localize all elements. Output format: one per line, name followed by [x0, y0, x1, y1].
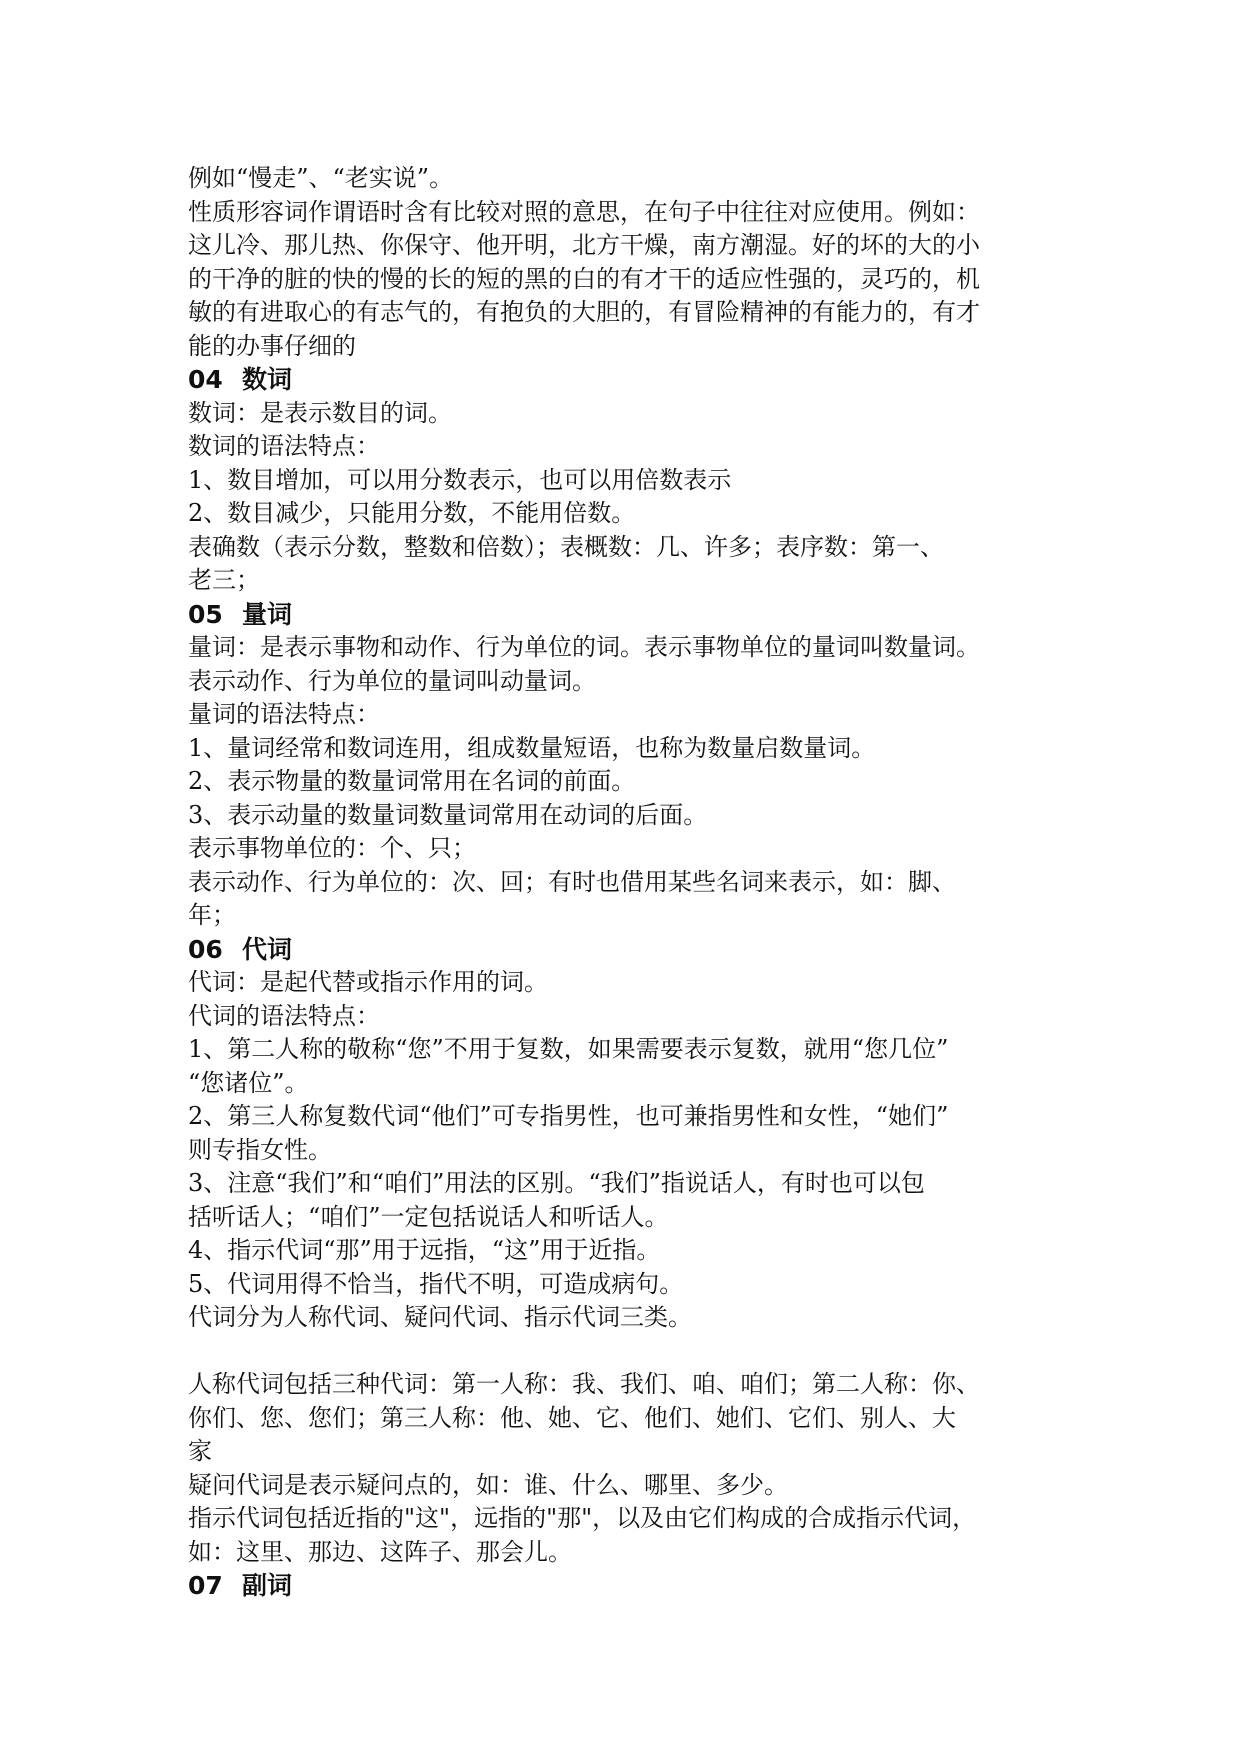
text-line: 敏的有进取心的有志气的，有抱负的大胆的，有冒险精神的有能力的，有才 — [188, 298, 980, 326]
text-line: 能的办事仔细的 — [188, 331, 356, 360]
text-line: 代词：是起代替或指示作用的词。 — [188, 968, 548, 996]
text-line: “您诸位”。 — [188, 1068, 309, 1097]
text-line: 表示动作、行为单位的：次、回；有时也借用某些名词来表示，如：脚、 — [188, 867, 956, 896]
text-line: 表确数（表示分数，整数和倍数）；表概数：几、许多；表序数：第一、 — [188, 532, 944, 561]
section-number: 05 — [188, 599, 223, 629]
text-line: 数词：是表示数目的词。 — [188, 398, 452, 427]
text-line: 指示代词包括近指的"这"，远指的"那"，以及由它们构成的合成指示代词， — [188, 1504, 977, 1532]
text-line: 5、代词用得不恰当，指代不明，可造成病句。 — [188, 1269, 684, 1298]
text-line: 1、第二人称的敬称“您”不用于复数，如果需要表示复数，就用“您几位” — [188, 1035, 949, 1063]
text-line: 性质形容词作谓语时含有比较对照的意思，在句子中往往对应使用。例如： — [188, 197, 980, 226]
text-line: 3、注意“我们”和“咱们”用法的区别。“我们”指说话人，有时也可以包 — [188, 1169, 925, 1197]
text-line: 则专指女性。 — [188, 1135, 332, 1164]
section-heading — [188, 933, 1058, 967]
text-line: 4、指示代词“那”用于远指，“这”用于近指。 — [188, 1236, 661, 1264]
text-line: 量词的语法特点： — [188, 700, 380, 728]
text-line: 人称代词包括三种代词：第一人称：我、我们、咱、咱们；第二人称：你、 — [188, 1370, 980, 1398]
section-number: 04 — [188, 365, 223, 394]
text-line: 代词的语法特点： — [188, 1001, 380, 1030]
section-title: 数词 — [242, 365, 293, 394]
section-title: 量词 — [242, 599, 293, 629]
text-line: 括听话人；“咱们”一定包括说话人和听话人。 — [188, 1202, 669, 1231]
text-line: 例如“慢走”、“老实说”。 — [188, 164, 454, 192]
section-number: 07 — [188, 1571, 223, 1600]
text-line: 1、数目增加，可以用分数表示，也可以用倍数表示 — [188, 465, 732, 494]
text-line: 你们、您、您们；第三人称：他、她、它、他们、她们、它们、别人、大 — [188, 1403, 956, 1432]
section-number: 06 — [188, 934, 223, 964]
text-line: 疑问代词是表示疑问点的，如：谁、什么、哪里、多少。 — [188, 1470, 788, 1499]
text-line: 3、表示动量的数量词数量词常用在动词的后面。 — [188, 800, 708, 829]
text-line: 2、数目减少，只能用分数，不能用倍数。 — [188, 499, 636, 527]
text-line: 2、第三人称复数代词“他们”可专指男性，也可兼指男性和女性，“她们” — [188, 1102, 949, 1130]
text-line: 这儿冷、那儿热、你保守、他开明，北方干燥，南方潮湿。好的坏的大的小 — [188, 231, 980, 259]
text-line: 2、表示物量的数量词常用在名词的前面。 — [188, 767, 636, 795]
text-line: 年； — [188, 901, 236, 929]
text-line: 代词分为人称代词、疑问代词、指示代词三类。 — [188, 1303, 692, 1331]
document-body — [188, 162, 1058, 1603]
section-title: 代词 — [242, 934, 293, 964]
text-line: 表示动作、行为单位的量词叫动量词。 — [188, 666, 596, 695]
text-line: 的干净的脏的快的慢的长的短的黑的白的有才干的适应性强的，灵巧的，机 — [188, 264, 980, 293]
text-line: 量词：是表示事物和动作、行为单位的词。表示事物单位的量词叫数量词。 — [188, 633, 980, 661]
text-line: 表示事物单位的：个、只； — [188, 834, 476, 862]
text-line: 数词的语法特点： — [188, 432, 380, 460]
section-heading — [188, 363, 1058, 397]
section-heading — [188, 1569, 1058, 1603]
text-line: 如：这里、那边、这阵子、那会儿。 — [188, 1537, 572, 1566]
text-line: 家 — [188, 1437, 212, 1465]
section-title: 副词 — [242, 1571, 293, 1600]
section-heading — [188, 598, 1058, 632]
text-line: 1、量词经常和数词连用，组成数量短语，也称为数量启数量词。 — [188, 733, 876, 762]
text-line: 老三； — [188, 566, 260, 594]
blank-line — [188, 1335, 1058, 1369]
